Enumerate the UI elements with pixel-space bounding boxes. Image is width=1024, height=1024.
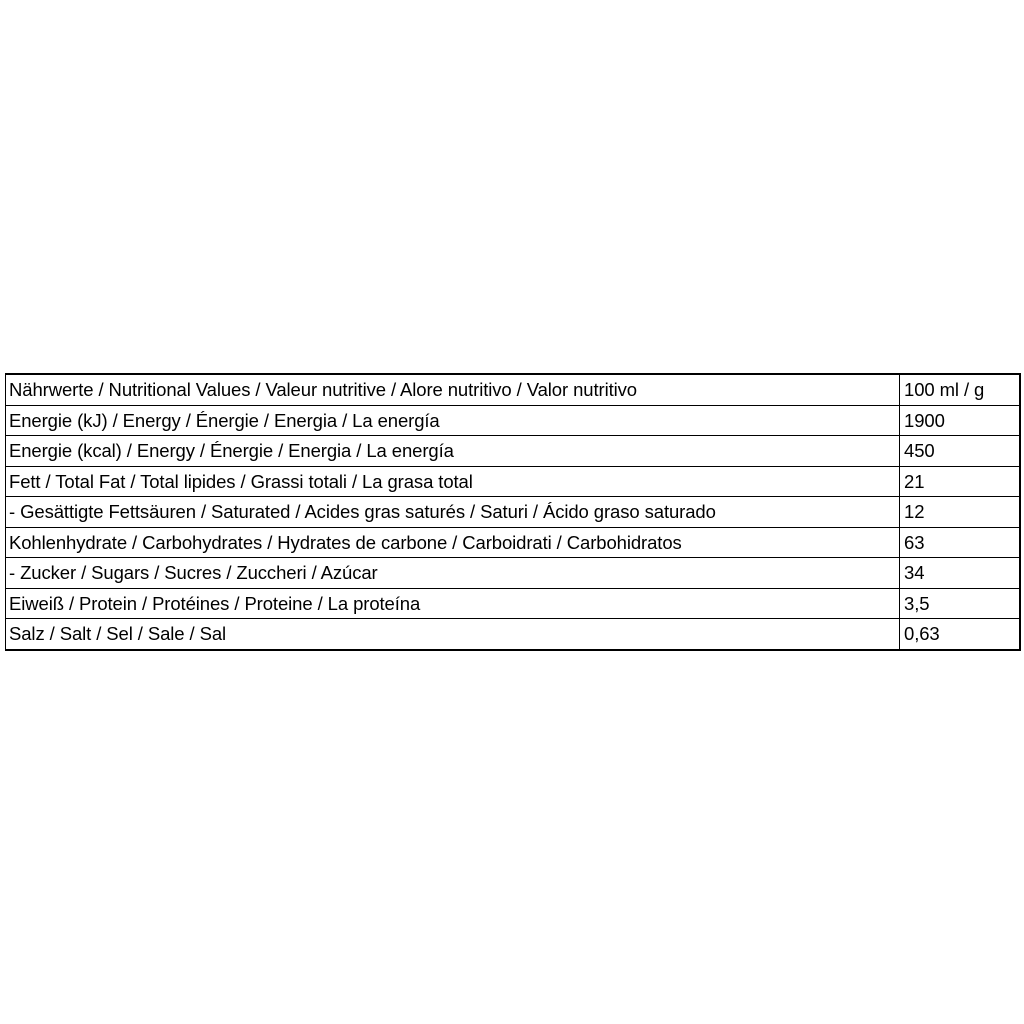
nutrient-value-cell: 34	[900, 558, 1021, 589]
nutrient-label-cell: Eiweiß / Protein / Protéines / Proteine / La proteína	[6, 588, 900, 619]
table-row	[6, 466, 1021, 497]
table-row	[6, 497, 1021, 528]
nutrient-value-cell: 450	[900, 436, 1021, 467]
header-value-cell: 100 ml / g	[900, 374, 1021, 405]
nutrient-value-cell: 0,63	[904, 623, 940, 644]
nutrient-value-cell: 63	[900, 527, 1021, 558]
table-header-row	[6, 374, 1021, 405]
nutrient-value-cell: 3,5	[900, 588, 1021, 619]
nutrient-label-cell: - Gesättigte Fettsäuren / Saturated / Acides gras saturés / Saturi / Ácido graso saturado	[6, 497, 900, 528]
table-row	[6, 588, 1021, 619]
table-row	[6, 527, 1021, 558]
nutrient-label-cell: Energie (kJ) / Energy / Énergie / Energia / La energía	[6, 405, 900, 436]
table-row	[6, 436, 1021, 467]
table-row	[6, 619, 1021, 650]
nutrient-label-cell: Energie (kcal) / Energy / Énergie / Energia / La energía	[6, 436, 900, 467]
table-row	[6, 405, 1021, 436]
header-label-cell: Nährwerte / Nutritional Values / Valeur nutritive / Alore nutritivo / Valor nutritivo	[6, 374, 900, 405]
nutrient-label-cell: Kohlenhydrate / Carbohydrates / Hydrates de carbone / Carboidrati / Carbohidratos	[6, 527, 900, 558]
nutrient-label-cell: - Zucker / Sugars / Sucres / Zuccheri / Azúcar	[6, 558, 900, 589]
nutrient-value-cell: 21	[900, 466, 1021, 497]
table-row	[6, 558, 1021, 589]
nutrient-label-cell: Fett / Total Fat / Total lipides / Grassi totali / La grasa total	[6, 466, 900, 497]
nutrient-value-cell: 1900	[900, 405, 1021, 436]
nutrient-label-cell: Salz / Salt / Sel / Sale / Sal	[6, 619, 900, 650]
nutrient-value-cell: 12	[900, 497, 1021, 528]
nutrition-table	[5, 373, 1021, 651]
